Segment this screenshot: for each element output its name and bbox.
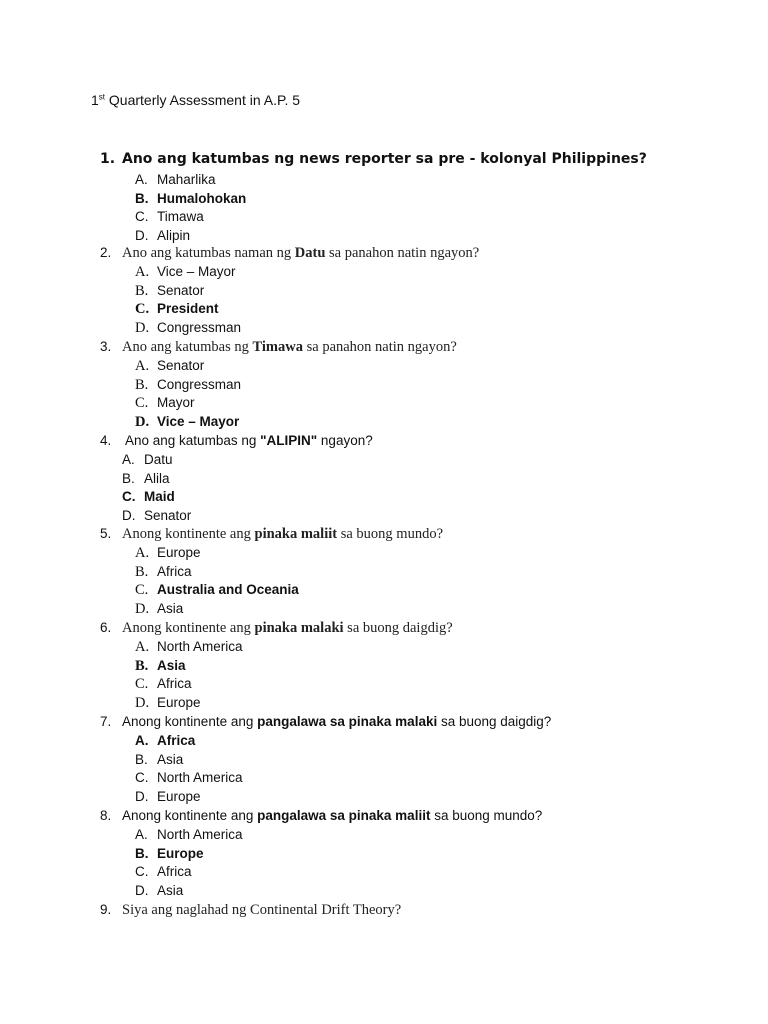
option-b-answer: B. Europe: [135, 845, 204, 861]
question-6: [0, 620, 768, 714]
option-b: B. Africa: [135, 563, 192, 580]
option-b: B. Asia: [135, 751, 184, 767]
option-d: D. Alipin: [135, 228, 191, 244]
option-c: C. Africa: [135, 676, 192, 693]
option-d: D. Europe: [135, 695, 201, 712]
option-c: C. Timawa: [135, 209, 204, 225]
option-d: D. Asia: [135, 601, 184, 618]
question-text: 7. Anong kontinente ang pangalawa sa pinaka malaki sa buong daigdig?: [100, 714, 552, 729]
option-c: C. North America: [135, 770, 243, 786]
option-c-answer: C. President: [135, 301, 219, 318]
option-b: B. Senator: [135, 282, 205, 299]
option-d: D. Asia: [135, 883, 184, 899]
question-1: [0, 151, 768, 247]
question-text: 4. Ano ang katumbas ng "ALIPIN" ngayon?: [100, 433, 373, 448]
option-c-answer: C. Australia and Oceania: [135, 582, 299, 599]
question-4: [0, 433, 768, 527]
option-c-answer: C. Maid: [122, 489, 175, 505]
option-a: A. North America: [135, 827, 243, 842]
question-9: [0, 902, 768, 921]
option-a: A. Vice – Mayor: [135, 264, 236, 280]
option-b-answer: B. Humalohokan: [135, 190, 247, 206]
question-text: 6. Anong kontinente ang pinaka malaki sa buong daigdig?: [100, 620, 453, 636]
option-d: D. Europe: [135, 789, 201, 805]
question-text: 8. Anong kontinente ang pangalawa sa pinaka maliit sa buong mundo?: [100, 808, 543, 823]
option-a: A. Maharlika: [135, 172, 216, 187]
option-c: C. Mayor: [135, 395, 195, 412]
question-text: 3. Ano ang katumbas ng Timawa sa panahon natin ngayon?: [100, 339, 457, 355]
option-d: D. Congressman: [135, 320, 242, 337]
question-text: 1. Ano ang katumbas ng news reporter sa pre - kolonyal Philippines?: [100, 151, 647, 167]
option-c: C. Africa: [135, 864, 192, 880]
document-title: 1st Quarterly Assessment in A.P. 5: [91, 92, 301, 108]
option-a: A. Senator: [135, 358, 205, 374]
option-a: A. Europe: [135, 545, 201, 561]
question-7: [0, 714, 768, 808]
option-a: A. Datu: [122, 452, 173, 467]
question-5: [0, 526, 768, 620]
option-b-answer: B. Asia: [135, 657, 186, 674]
option-b: B. Alila: [122, 470, 170, 486]
question-3: [0, 339, 768, 433]
question-8: [0, 808, 768, 902]
question-text: 5. Anong kontinente ang pinaka maliit sa buong mundo?: [100, 526, 444, 542]
question-2: [0, 245, 768, 339]
option-d-answer: D. Vice – Mayor: [135, 414, 240, 431]
option-d: D. Senator: [122, 508, 192, 524]
question-text: 2. Ano ang katumbas naman ng Datu sa panahon natin ngayon?: [100, 245, 480, 261]
option-b: B. Congressman: [135, 376, 242, 393]
option-a: A. North America: [135, 639, 243, 655]
option-a-answer: A. Africa: [135, 733, 196, 748]
question-text: 9. Siya ang naglahad ng Continental Drift Theory?: [100, 902, 402, 918]
